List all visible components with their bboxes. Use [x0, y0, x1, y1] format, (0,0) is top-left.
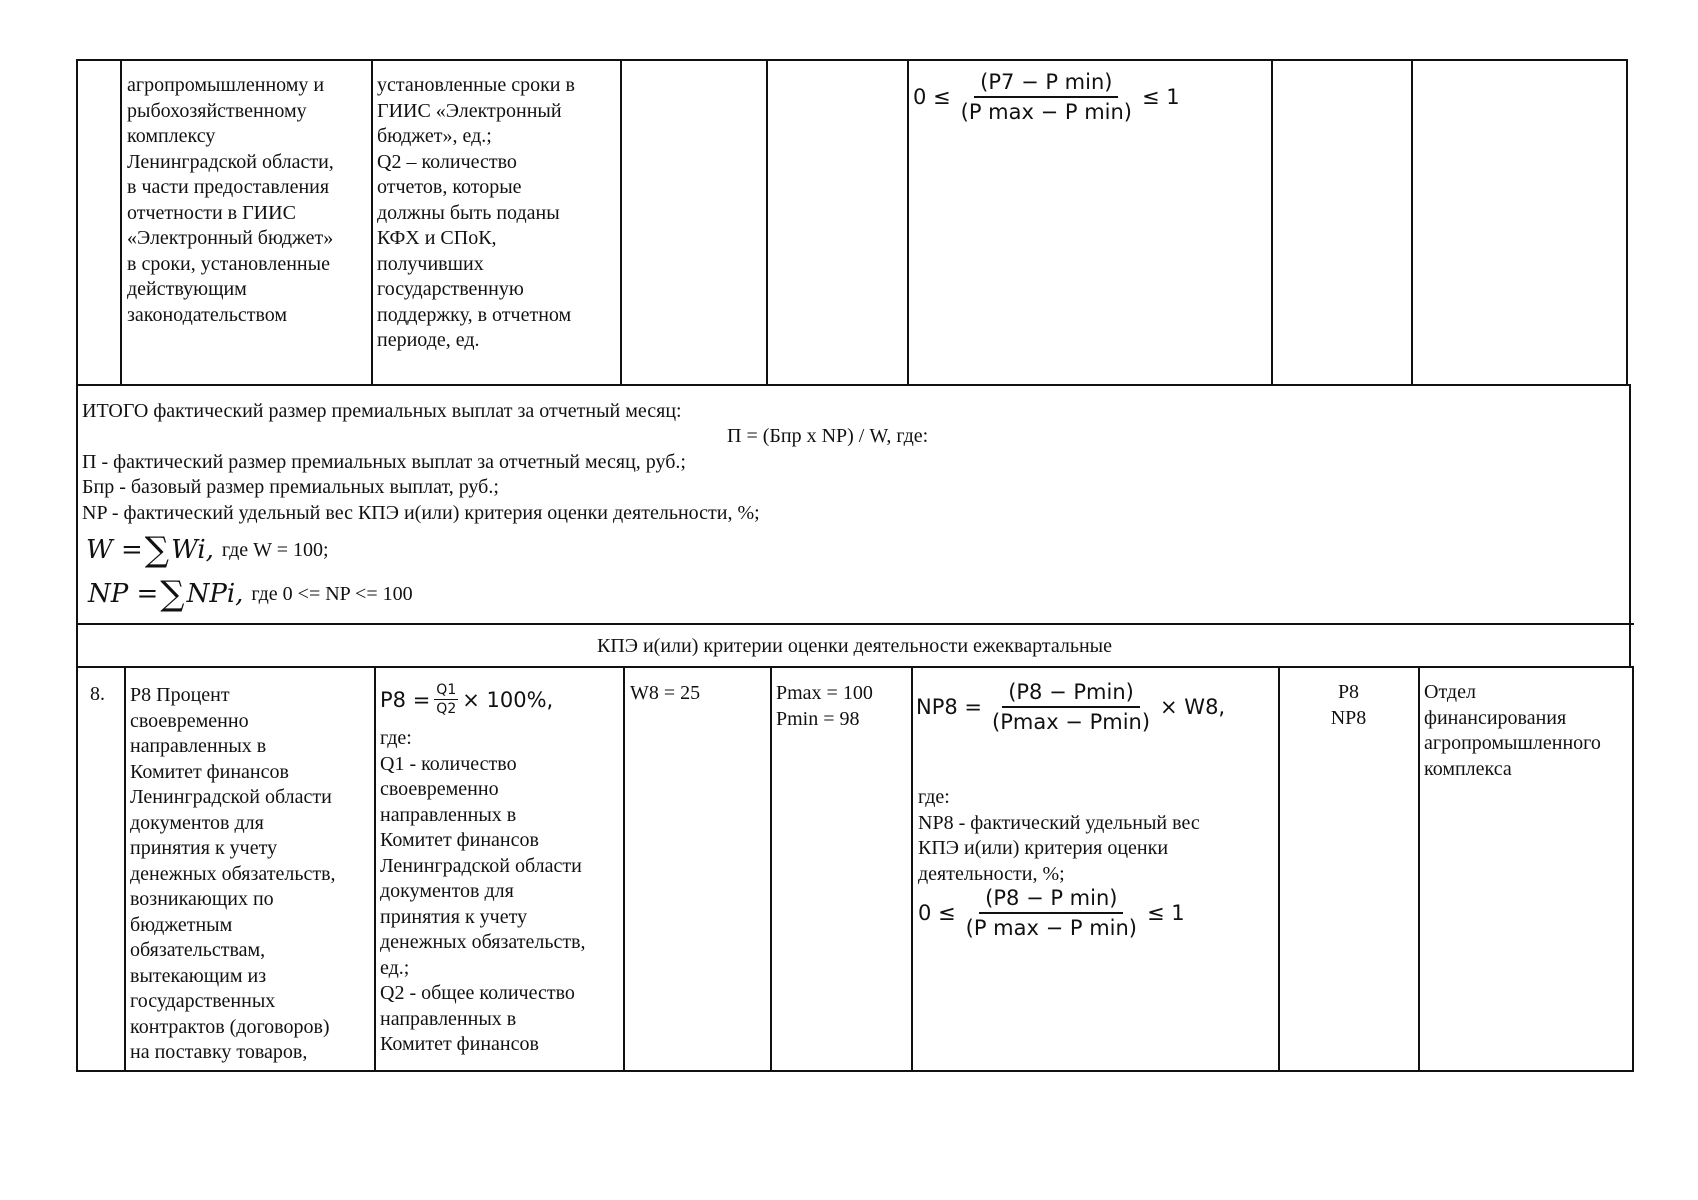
sigma-symbol: ∑ — [144, 530, 170, 570]
summary-heading: ИТОГО фактический размер премиальных выплат за отчетный месяц: — [82, 400, 682, 422]
table-border — [620, 59, 622, 386]
sigma-symbol: ∑ — [160, 574, 185, 614]
table-border — [1411, 59, 1413, 386]
table-border — [907, 59, 909, 386]
table-border — [911, 666, 913, 1072]
fraction-denominator: (P max − P min) — [960, 100, 1133, 124]
table-border — [1418, 666, 1420, 1072]
table-border — [1271, 59, 1273, 386]
criterion-formula-cell: установленные сроки в ГИИС «Электронный бюджет», ед.; Q2 – количество отчетов, которые должны быть поданы КФХ и СПоК, получивших государственную поддержку, в отчетном периоде, ед. — [377, 74, 575, 351]
np-term: NPi, — [186, 579, 244, 609]
result-cell: P8 NP8 — [1330, 681, 1367, 729]
ineq-left: 0 ≤ — [918, 901, 956, 925]
ineq-left: 0 ≤ — [913, 85, 951, 109]
fraction-numerator: (P8 − P min) — [979, 886, 1123, 914]
summary-line-bpr: Бпр - базовый размер премиальных выплат, руб.; — [82, 476, 499, 498]
p8-normalization-inequality — [918, 886, 1185, 940]
fraction-numerator: (P7 − P min) — [974, 70, 1118, 98]
table-border — [623, 666, 625, 1072]
table-border — [76, 59, 78, 1072]
fraction-denominator: (P max − P min) — [965, 916, 1138, 940]
w-term: Wi, — [171, 535, 214, 565]
p8-fraction — [434, 682, 458, 717]
table-border — [76, 623, 1634, 625]
limits-cell: Pmax = 100 Pmin = 98 — [776, 682, 873, 730]
np-left: NP = — [88, 579, 159, 609]
table-border — [76, 666, 1634, 668]
table-border — [371, 59, 373, 386]
w-left: W = — [86, 535, 143, 565]
summary-formula: П = (Бпр х NP) / W, где: — [727, 425, 929, 447]
table-border — [1632, 666, 1634, 1072]
fraction-numerator: (P8 − Pmin) — [1002, 680, 1140, 708]
table-border — [374, 666, 376, 1072]
np8-right: × W8, — [1160, 695, 1226, 719]
np8-fraction — [986, 680, 1156, 734]
table-border — [770, 666, 772, 1072]
w-note: где W = 100; — [221, 538, 329, 561]
table-border — [1626, 59, 1628, 386]
table-border — [78, 1070, 1634, 1072]
table-border — [1629, 384, 1631, 668]
fraction-denominator: (Pmax − Pmin) — [992, 710, 1151, 734]
p7-fraction — [955, 70, 1138, 124]
table-border — [766, 59, 768, 386]
np-sum-formula — [88, 574, 413, 614]
summary-line-p: П - фактический размер премиальных выплат за отчетный месяц, руб.; — [82, 451, 686, 473]
criterion-formula-cell: где: Q1 - количество своевременно направленных в Комитет финансов Ленинградской области документов для принятия к учету денежных обязательств, ед.; Q2 - общее количество направленных в Комитет финансов — [380, 727, 586, 1055]
p8-right: × 100%, — [462, 687, 554, 712]
fraction-denominator: Q2 — [436, 701, 457, 717]
row-number: 8. — [90, 683, 105, 705]
np8-left: NP8 = — [916, 695, 983, 719]
criterion-name-cell: P8 Процент своевременно направленных в Комитет финансов Ленинградской области документов для принятия к учету денежных обязательств, возникающих по бюджетным обязательствам, вытекающим из государственных контрактов (договоров) на поставку товаров, — [130, 684, 336, 1063]
p8-formula — [380, 682, 553, 717]
np-note: где 0 <= NP <= 100 — [251, 582, 413, 605]
w-sum-formula — [86, 530, 329, 570]
p7-normalization-inequality — [913, 70, 1180, 124]
p8-norm-fraction — [960, 886, 1143, 940]
table-border — [76, 59, 1628, 61]
fraction-numerator: Q1 — [436, 682, 457, 698]
table-border — [120, 59, 122, 386]
summary-line-np: NP - фактический удельный вес КПЭ и(или) критерия оценки деятельности, %; — [82, 502, 760, 524]
p8-left: P8 = — [380, 687, 431, 712]
section-header: КПЭ и(или) критерии оценки деятельности ежеквартальные — [596, 635, 1112, 657]
ineq-right: ≤ 1 — [1142, 85, 1180, 109]
department-cell: Отдел финансирования агропромышленного комплекса — [1424, 681, 1601, 780]
weight-cell: W8 = 25 — [630, 682, 701, 704]
table-border — [76, 384, 1631, 386]
table-border — [124, 666, 126, 1072]
np8-formula — [916, 680, 1225, 734]
ineq-right: ≤ 1 — [1147, 901, 1185, 925]
np8-description: где: NP8 - фактический удельный вес КПЭ и(или) критерия оценки деятельности, %; — [918, 786, 1200, 885]
criterion-name-cell: агропромышленному и рыбохозяйственному комплексу Ленинградской области, в части предоставления отчетности в ГИИС «Электронный бюджет» в сроки, установленные действующим законодательством — [127, 74, 334, 326]
